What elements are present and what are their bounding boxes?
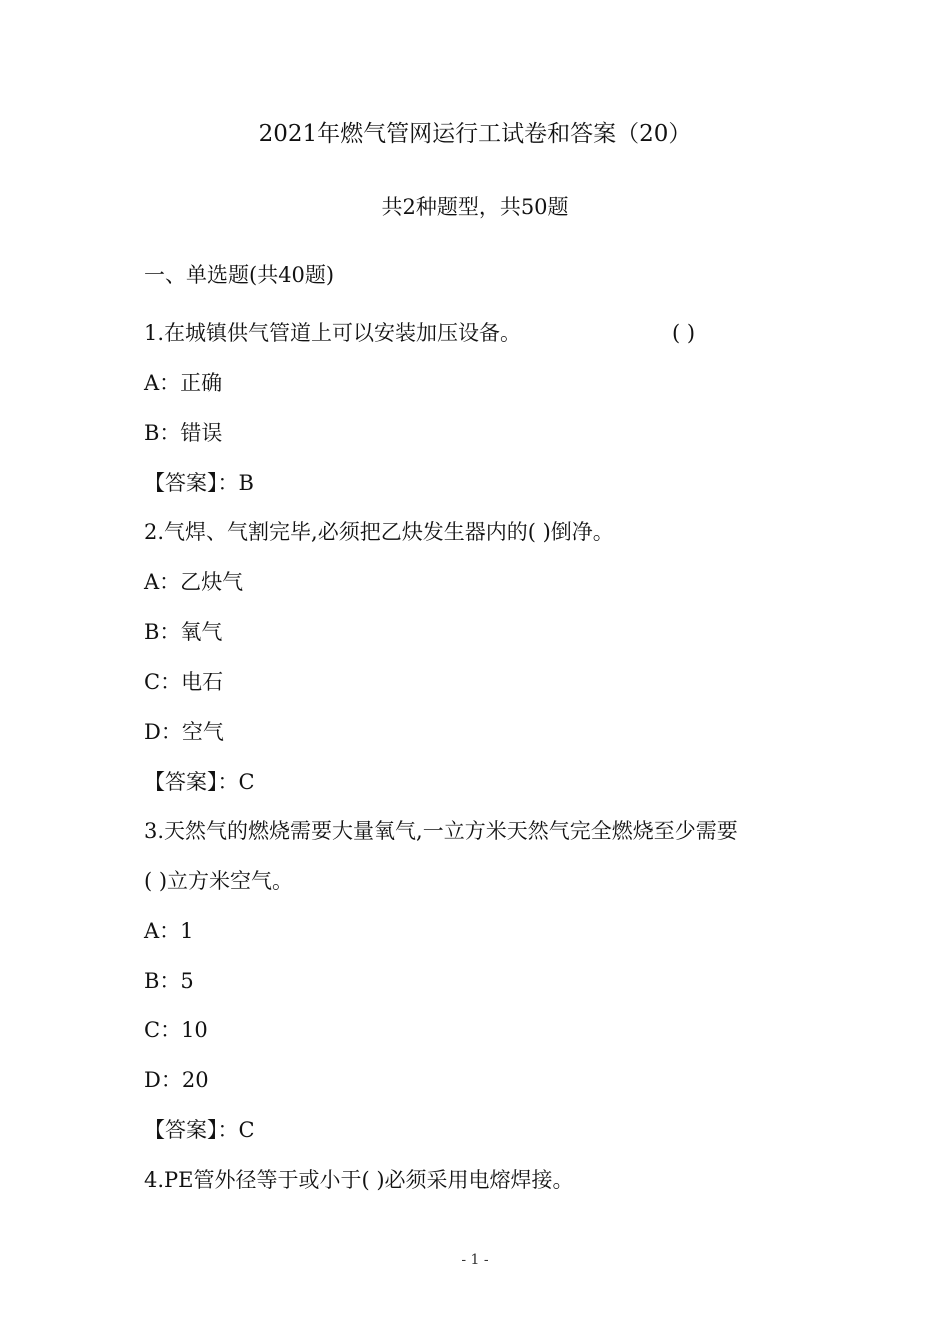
answer-line: 【答案】：C [144, 770, 255, 794]
question-3-cont: ( )立方米空气。 [144, 869, 294, 893]
question-1-blank: ( ) [672, 321, 696, 345]
page-title: 2021年燃气管网运行工试卷和答案（20） [258, 121, 692, 147]
option-line: C：电石 [144, 670, 224, 694]
option-line: D：20 [144, 1068, 209, 1092]
option-line: D：空气 [144, 720, 224, 744]
section-heading: 一、单选题(共40题) [144, 263, 335, 287]
page-number: - 1 - [461, 1252, 489, 1268]
option-line: A：1 [144, 919, 194, 943]
question-3: 3.天然气的燃烧需要大量氧气,一立方米天然气完全燃烧至少需要 [144, 819, 738, 843]
answer-line: 【答案】：C [144, 1118, 255, 1142]
question-1: 1.在城镇供气管道上可以安装加压设备。 [144, 321, 522, 345]
option-line: A：正确 [144, 371, 223, 395]
option-line: B：5 [144, 969, 194, 993]
question-2: 2.气焊、气割完毕,必须把乙炔发生器内的( )倒净。 [144, 520, 614, 544]
option-line: A：乙炔气 [144, 570, 244, 594]
option-line: B：氧气 [144, 620, 223, 644]
question-4: 4.PE管外径等于或小于( )必须采用电熔焊接。 [144, 1168, 574, 1192]
page-subtitle: 共2种题型，共50题 [381, 195, 569, 219]
answer-line: 【答案】：B [144, 471, 254, 495]
option-line: C：10 [144, 1018, 208, 1042]
option-line: B：错误 [144, 421, 223, 445]
